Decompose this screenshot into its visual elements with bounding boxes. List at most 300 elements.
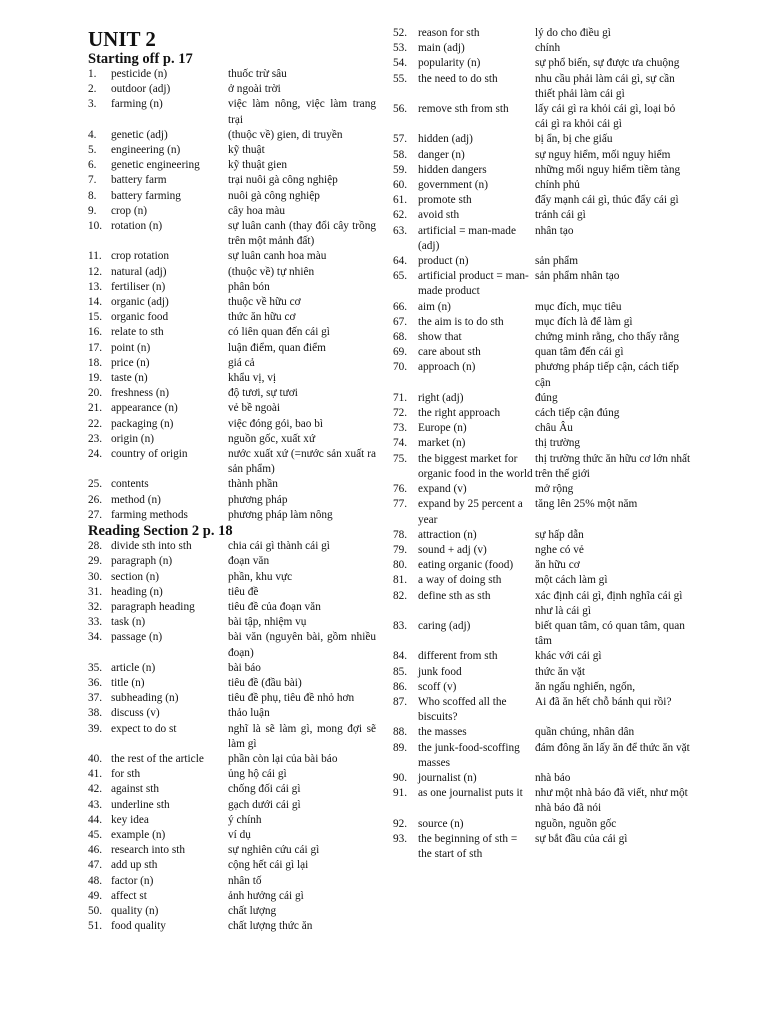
vocab-entry [393, 619, 693, 649]
vocab-entry [88, 554, 378, 569]
entry-meaning: cây hoa màu [228, 204, 286, 217]
entry-meaning: ý chính [228, 813, 262, 826]
vocab-entry [88, 874, 378, 889]
entry-term: article (n) [111, 661, 156, 674]
right-column [393, 26, 693, 862]
entry-meaning: thị trường [535, 437, 581, 450]
vocab-entry [88, 401, 378, 416]
entry-meaning: mục đích, mục tiêu [535, 300, 622, 313]
entry-number: 40. [88, 752, 103, 765]
entry-number: 72. [393, 407, 408, 420]
entry-term: different from sth [418, 650, 498, 663]
entry-term: organic (adj) [111, 296, 169, 309]
entry-number: 39. [88, 722, 103, 735]
entry-number: 18. [88, 356, 103, 369]
entry-number: 82. [393, 589, 408, 602]
entry-term: freshness (n) [111, 387, 170, 400]
vocab-entry [88, 173, 378, 188]
vocab-entry [393, 695, 693, 725]
vocab-entry [88, 158, 378, 173]
entry-meaning: phương pháp làm nông [228, 508, 333, 521]
entry-term: rotation (n) [111, 220, 163, 233]
entry-meaning: nhân tố [228, 874, 262, 887]
entry-number: 50. [88, 904, 103, 917]
entry-number: 85. [393, 665, 408, 678]
entry-meaning: (thuộc về) tự nhiên [228, 265, 315, 278]
vocab-entry [88, 858, 378, 873]
entry-meaning: sản phẩm nhân tạo [535, 270, 620, 283]
entry-meaning: bài báo [228, 661, 261, 674]
entry-meaning: tiêu đề [228, 585, 259, 598]
entry-number: 60. [393, 179, 408, 192]
entry-meaning: chất lượng thức ăn [228, 920, 313, 933]
entry-meaning: cộng hết cái gì lại [228, 859, 309, 872]
vocab-entry [393, 452, 693, 482]
entry-number: 38. [88, 707, 103, 720]
entry-term: natural (adj) [111, 265, 167, 278]
entry-meaning: nhu cầu phải làm cái gì, sự cần thiết phải làm cái gì [535, 72, 675, 100]
entry-meaning: ảnh hưởng cái gì [228, 889, 304, 902]
vocab-entry [393, 41, 693, 56]
entry-number: 52. [393, 27, 408, 39]
entry-number: 75. [393, 452, 408, 465]
entry-term: paragraph heading [111, 600, 195, 613]
entry-term: sound + adj (v) [418, 543, 487, 556]
entry-term: the biggest market for organic food in the world [418, 452, 533, 480]
entry-number: 49. [88, 889, 103, 902]
entry-meaning: chính phủ [535, 179, 580, 192]
entry-number: 68. [393, 331, 408, 344]
entry-meaning: như một nhà báo đã viết, như một nhà báo đã nói [535, 787, 688, 815]
vocab-entry [88, 386, 378, 401]
vocab-entry [393, 360, 693, 390]
entry-number: 44. [88, 813, 103, 826]
vocab-entry [88, 143, 378, 158]
entry-meaning: nguồn gốc, xuất xứ [228, 432, 316, 445]
entry-number: 93. [393, 832, 408, 845]
entry-term: pesticide (n) [111, 68, 168, 80]
entry-number: 2. [88, 83, 97, 96]
entry-meaning: sự luân canh hoa màu [228, 250, 327, 263]
entry-number: 13. [88, 280, 103, 293]
entry-meaning: quần chúng, nhân dân [535, 726, 635, 739]
entry-term: contents [111, 478, 149, 491]
vocab-entry [88, 722, 378, 752]
vocab-entry [88, 189, 378, 204]
entry-number: 31. [88, 585, 103, 598]
entry-meaning: nguồn, nguồn gốc [535, 817, 617, 830]
entry-number: 69. [393, 346, 408, 359]
entry-term: appearance (n) [111, 402, 178, 415]
vocab-entry [393, 786, 693, 816]
entry-term: method (n) [111, 493, 161, 506]
entry-term: organic food [111, 311, 169, 324]
entry-meaning: một cách làm gì [535, 574, 608, 587]
entry-number: 43. [88, 798, 103, 811]
entry-term: expect to do st [111, 722, 177, 735]
entry-meaning: tiêu đề (đầu bài) [228, 676, 302, 689]
entry-number: 92. [393, 817, 408, 830]
entry-number: 48. [88, 874, 103, 887]
vocab-entry [88, 82, 378, 97]
entry-number: 58. [393, 148, 408, 161]
entry-number: 30. [88, 570, 103, 583]
vocab-entry [393, 421, 693, 436]
vocab-entry [88, 67, 378, 82]
entry-meaning: ủng hộ cái gì [228, 768, 287, 781]
entry-number: 66. [393, 300, 408, 313]
entry-term: source (n) [418, 817, 464, 830]
vocab-entry [393, 132, 693, 147]
vocab-entry [393, 725, 693, 740]
entry-term: attraction (n) [418, 528, 477, 541]
entry-term: research into sth [111, 844, 186, 857]
entry-term: discuss (v) [111, 707, 160, 720]
entry-term: food quality [111, 920, 166, 933]
entry-number: 83. [393, 619, 408, 632]
vocab-entry [393, 315, 693, 330]
entry-meaning: tiêu đề phụ, tiêu đề nhỏ hơn [228, 692, 355, 705]
entry-number: 77. [393, 498, 408, 511]
entry-meaning: nhân tạo [535, 224, 574, 237]
entry-meaning: thức ăn vặt [535, 665, 586, 678]
entry-number: 19. [88, 372, 103, 385]
entry-number: 3. [88, 98, 97, 111]
entry-term: avoid sth [418, 209, 460, 222]
vocab-entry [88, 752, 378, 767]
entry-meaning: bài tập, nhiệm vụ [228, 616, 307, 629]
entry-meaning: phần, khu vực [228, 570, 293, 583]
entry-meaning: đám đông ăn lấy ăn để thức ăn vặt [535, 741, 690, 754]
entry-term: for sth [111, 768, 141, 781]
entry-number: 22. [88, 417, 103, 430]
vocab-entry [393, 72, 693, 102]
entry-term: point (n) [111, 341, 151, 354]
entry-meaning: ở ngoài trời [228, 83, 281, 96]
entry-number: 41. [88, 768, 103, 781]
entry-meaning: thuộc về hữu cơ [228, 296, 301, 309]
entry-meaning: sự luân canh (thay đổi cây trồng trên một mảnh đất) [228, 220, 376, 248]
entry-meaning: mở rộng [535, 483, 574, 496]
entry-number: 64. [393, 255, 408, 268]
entry-meaning: ăn hữu cơ [535, 559, 580, 572]
vocab-entry [88, 249, 378, 264]
entry-number: 28. [88, 540, 103, 553]
entry-term: farming (n) [111, 98, 163, 111]
entry-term: the need to do sth [418, 72, 498, 85]
vocab-entry [393, 436, 693, 451]
entry-meaning: sự phổ biến, sự được ưa chuộng [535, 57, 680, 70]
entry-meaning: ăn ngấu nghiến, ngốn, [535, 680, 636, 693]
vocab-entry [393, 163, 693, 178]
entry-term: the aim is to do sth [418, 315, 504, 328]
entry-number: 87. [393, 695, 408, 708]
vocab-entry [393, 665, 693, 680]
entry-meaning: châu Âu [535, 422, 573, 435]
entry-term: add up sth [111, 859, 158, 872]
entry-term: reason for sth [418, 27, 480, 39]
entry-meaning: (thuộc về) gien, di truyền [228, 128, 343, 141]
entry-number: 54. [393, 57, 408, 70]
entry-term: price (n) [111, 356, 150, 369]
entry-term: underline sth [111, 798, 170, 811]
entry-number: 6. [88, 159, 97, 172]
entry-number: 9. [88, 204, 97, 217]
entry-term: hidden (adj) [418, 133, 473, 146]
entry-term: subheading (n) [111, 692, 179, 705]
entry-term: packaging (n) [111, 417, 174, 430]
entry-term: approach (n) [418, 361, 476, 374]
entry-meaning: sự nguy hiểm, mối nguy hiểm [535, 148, 671, 161]
entry-meaning: chia cái gì thành cái gì [228, 540, 330, 553]
vocab-entry [88, 570, 378, 585]
entry-number: 29. [88, 555, 103, 568]
entry-number: 73. [393, 422, 408, 435]
entry-term: country of origin [111, 448, 188, 461]
entry-meaning: phân bón [228, 280, 270, 293]
vocab-entry [393, 300, 693, 315]
entry-meaning: giá cả [228, 356, 255, 369]
vocab-entry [393, 573, 693, 588]
entry-term: product (n) [418, 255, 469, 268]
entry-term: show that [418, 331, 462, 344]
vocab-entry [88, 219, 378, 249]
entry-term: section (n) [111, 570, 159, 583]
vocab-entry [393, 56, 693, 71]
vocab-entry [88, 600, 378, 615]
vocab-entry [393, 482, 693, 497]
entry-meaning: nước xuất xứ (=nước sản xuất ra sản phẩm) [228, 448, 376, 476]
section-heading: Reading Section 2 p. 18 [88, 523, 233, 540]
entry-meaning: mục đích là để làm gì [535, 315, 633, 328]
vocab-entry [88, 493, 378, 508]
entry-number: 32. [88, 600, 103, 613]
vocab-entry [88, 128, 378, 143]
entry-number: 59. [393, 163, 408, 176]
entry-term: define sth as sth [418, 589, 491, 602]
vocab-entry [393, 817, 693, 832]
entry-meaning: phương pháp tiếp cận, cách tiếp cận [535, 361, 679, 389]
entry-number: 65. [393, 270, 408, 283]
entry-term: battery farm [111, 174, 167, 187]
vocab-entry [393, 832, 693, 862]
vocab-entry [88, 615, 378, 630]
entry-term: task (n) [111, 616, 146, 629]
entry-number: 24. [88, 448, 103, 461]
vocab-entry [88, 447, 378, 477]
vocab-entry [88, 310, 378, 325]
entry-term: government (n) [418, 179, 488, 192]
entry-meaning: trại nuôi gà công nghiệp [228, 174, 338, 187]
entry-term: market (n) [418, 437, 466, 450]
entry-term: engineering (n) [111, 144, 181, 157]
entry-term: the masses [418, 726, 467, 739]
entry-number: 17. [88, 341, 103, 354]
entry-meaning: chính [535, 42, 561, 55]
entry-meaning: lấy cái gì ra khỏi cái gì, loại bỏ cái gì ra khỏi cái gì [535, 103, 676, 131]
entry-meaning: xác định cái gì, định nghĩa cái gì như là cái gì [535, 589, 683, 617]
entry-number: 27. [88, 508, 103, 521]
vocab-entry [393, 224, 693, 254]
entry-number: 81. [393, 574, 408, 587]
entry-meaning: biết quan tâm, có quan tâm, quan tâm [535, 619, 685, 648]
entry-term: artificial product = man-made product [418, 270, 529, 298]
vocab-entry [393, 680, 693, 695]
entry-meaning: khẩu vị, vị [228, 372, 277, 385]
left-column [88, 24, 378, 934]
entry-number: 26. [88, 493, 103, 506]
entry-meaning: nghe có vẻ [535, 543, 584, 556]
entry-number: 53. [393, 42, 408, 55]
entry-meaning: bị ẩn, bị che giấu [535, 133, 613, 146]
entry-number: 88. [393, 726, 408, 739]
entry-meaning: ví dụ [228, 828, 251, 841]
entry-number: 15. [88, 311, 103, 324]
entry-term: genetic engineering [111, 159, 200, 172]
entry-meaning: thị trường thức ăn hữu cơ lớn nhất trên thế giới [535, 452, 691, 480]
entry-number: 61. [393, 194, 408, 207]
vocab-entry [88, 371, 378, 386]
entry-meaning: phần còn lại của bài báo [228, 752, 338, 765]
entry-number: 70. [393, 361, 408, 374]
vocab-entry [88, 432, 378, 447]
entry-number: 37. [88, 692, 103, 705]
entry-number: 10. [88, 220, 103, 233]
entry-number: 76. [393, 483, 408, 496]
entry-number: 33. [88, 616, 103, 629]
entry-term: eating organic (food) [418, 559, 514, 572]
entry-number: 35. [88, 661, 103, 674]
vocab-entry [393, 543, 693, 558]
vocab-entry [88, 798, 378, 813]
entry-meaning: tiêu đề của đoạn văn [228, 600, 321, 613]
vocab-entry [88, 661, 378, 676]
entry-meaning: khác với cái gì [535, 650, 602, 663]
entry-term: key idea [111, 813, 149, 826]
entry-number: 62. [393, 209, 408, 222]
entry-term: crop rotation [111, 250, 170, 263]
entry-meaning: Ai đã ăn hết chỗ bánh qui rồi? [535, 695, 672, 708]
entry-number: 84. [393, 650, 408, 663]
entry-term: relate to sth [111, 326, 164, 339]
vocab-entry [393, 771, 693, 786]
entry-number: 8. [88, 189, 97, 202]
vocab-entry [393, 193, 693, 208]
entry-meaning: nuôi gà công nghiệp [228, 189, 320, 202]
entry-term: expand by 25 percent a year [418, 498, 523, 526]
entry-term: promote sth [418, 194, 472, 207]
entry-meaning: vẻ bề ngoài [228, 402, 281, 415]
entry-number: 89. [393, 741, 408, 754]
entry-meaning: gạch dưới cái gì [228, 798, 301, 811]
entry-meaning: phương pháp [228, 493, 288, 506]
vocab-entry [393, 741, 693, 771]
entry-meaning: tăng lên 25% một năm [535, 498, 638, 511]
vocab-entry [88, 828, 378, 843]
entry-number: 78. [393, 528, 408, 541]
entry-term: main (adj) [418, 42, 465, 55]
entry-term: paragraph (n) [111, 555, 173, 568]
vocab-entry [393, 148, 693, 163]
entry-number: 91. [393, 787, 408, 800]
vocab-entry [393, 345, 693, 360]
entry-meaning: thảo luận [228, 707, 270, 720]
vocab-entry [393, 26, 693, 41]
vocab-entry [393, 254, 693, 269]
entry-meaning: lý do cho điều gì [535, 27, 611, 39]
entry-term: hidden dangers [418, 163, 487, 176]
entry-meaning: thành phần [228, 478, 278, 491]
vocab-entry [88, 843, 378, 858]
vocab-entry [88, 706, 378, 721]
entry-term: divide sth into sth [111, 540, 192, 553]
entry-meaning: những mối nguy hiểm tiềm tàng [535, 163, 681, 176]
vocab-entry [393, 102, 693, 132]
entry-meaning: đoạn văn [228, 555, 270, 568]
vocab-entry [88, 904, 378, 919]
vocab-entry [88, 341, 378, 356]
entry-term: remove sth from sth [418, 103, 509, 116]
entry-number: 47. [88, 859, 103, 872]
entry-meaning: thức ăn hữu cơ [228, 311, 296, 324]
entry-meaning: nghĩ là sẽ làm gì, mong đợi sẽ làm gì [228, 722, 376, 750]
entry-term: the junk-food-scoffing masses [418, 741, 520, 769]
entry-term: a way of doing sth [418, 574, 502, 587]
entry-number: 11. [88, 250, 102, 263]
entry-term: the rest of the article [111, 752, 204, 765]
entry-term: aim (n) [418, 300, 451, 313]
vocab-entry [393, 589, 693, 619]
entry-number: 55. [393, 72, 408, 85]
entry-term: the beginning of sth = the start of sth [418, 832, 518, 860]
entry-term: scoff (v) [418, 680, 457, 693]
vocab-entry [88, 630, 378, 660]
entry-term: journalist (n) [418, 771, 477, 784]
vocab-entry [393, 406, 693, 421]
vocab-entry [88, 691, 378, 706]
entry-term: farming methods [111, 508, 188, 521]
vocab-entry [88, 295, 378, 310]
entry-term: title (n) [111, 676, 145, 689]
vocab-entry [393, 269, 693, 299]
entry-term: the right approach [418, 407, 501, 420]
entry-term: outdoor (adj) [111, 83, 171, 96]
entry-number: 57. [393, 133, 408, 146]
section-heading: Starting off p. 17 [88, 51, 193, 67]
vocab-entry [393, 330, 693, 345]
vocab-entry [88, 767, 378, 782]
entry-term: junk food [418, 665, 462, 678]
entry-number: 14. [88, 296, 103, 309]
entry-meaning: đẩy mạnh cái gì, thúc đẩy cái gì [535, 194, 679, 207]
entry-meaning: sự bắt đầu của cái gì [535, 832, 628, 845]
entry-number: 80. [393, 559, 408, 572]
entry-term: Europe (n) [418, 422, 467, 435]
entry-number: 71. [393, 391, 408, 404]
entry-meaning: có liên quan đến cái gì [228, 326, 330, 339]
entry-term: battery farming [111, 189, 181, 202]
entry-meaning: sản phẩm [535, 255, 578, 268]
entry-meaning: đúng [535, 391, 558, 404]
vocab-entry [88, 265, 378, 280]
vocab-entry [88, 676, 378, 691]
entry-meaning: nhà báo [535, 771, 571, 784]
entry-number: 12. [88, 265, 103, 278]
vocab-entry [88, 280, 378, 295]
entry-number: 51. [88, 920, 103, 933]
entry-term: Who scoffed all the biscuits? [418, 695, 507, 724]
entry-term: taste (n) [111, 372, 148, 385]
